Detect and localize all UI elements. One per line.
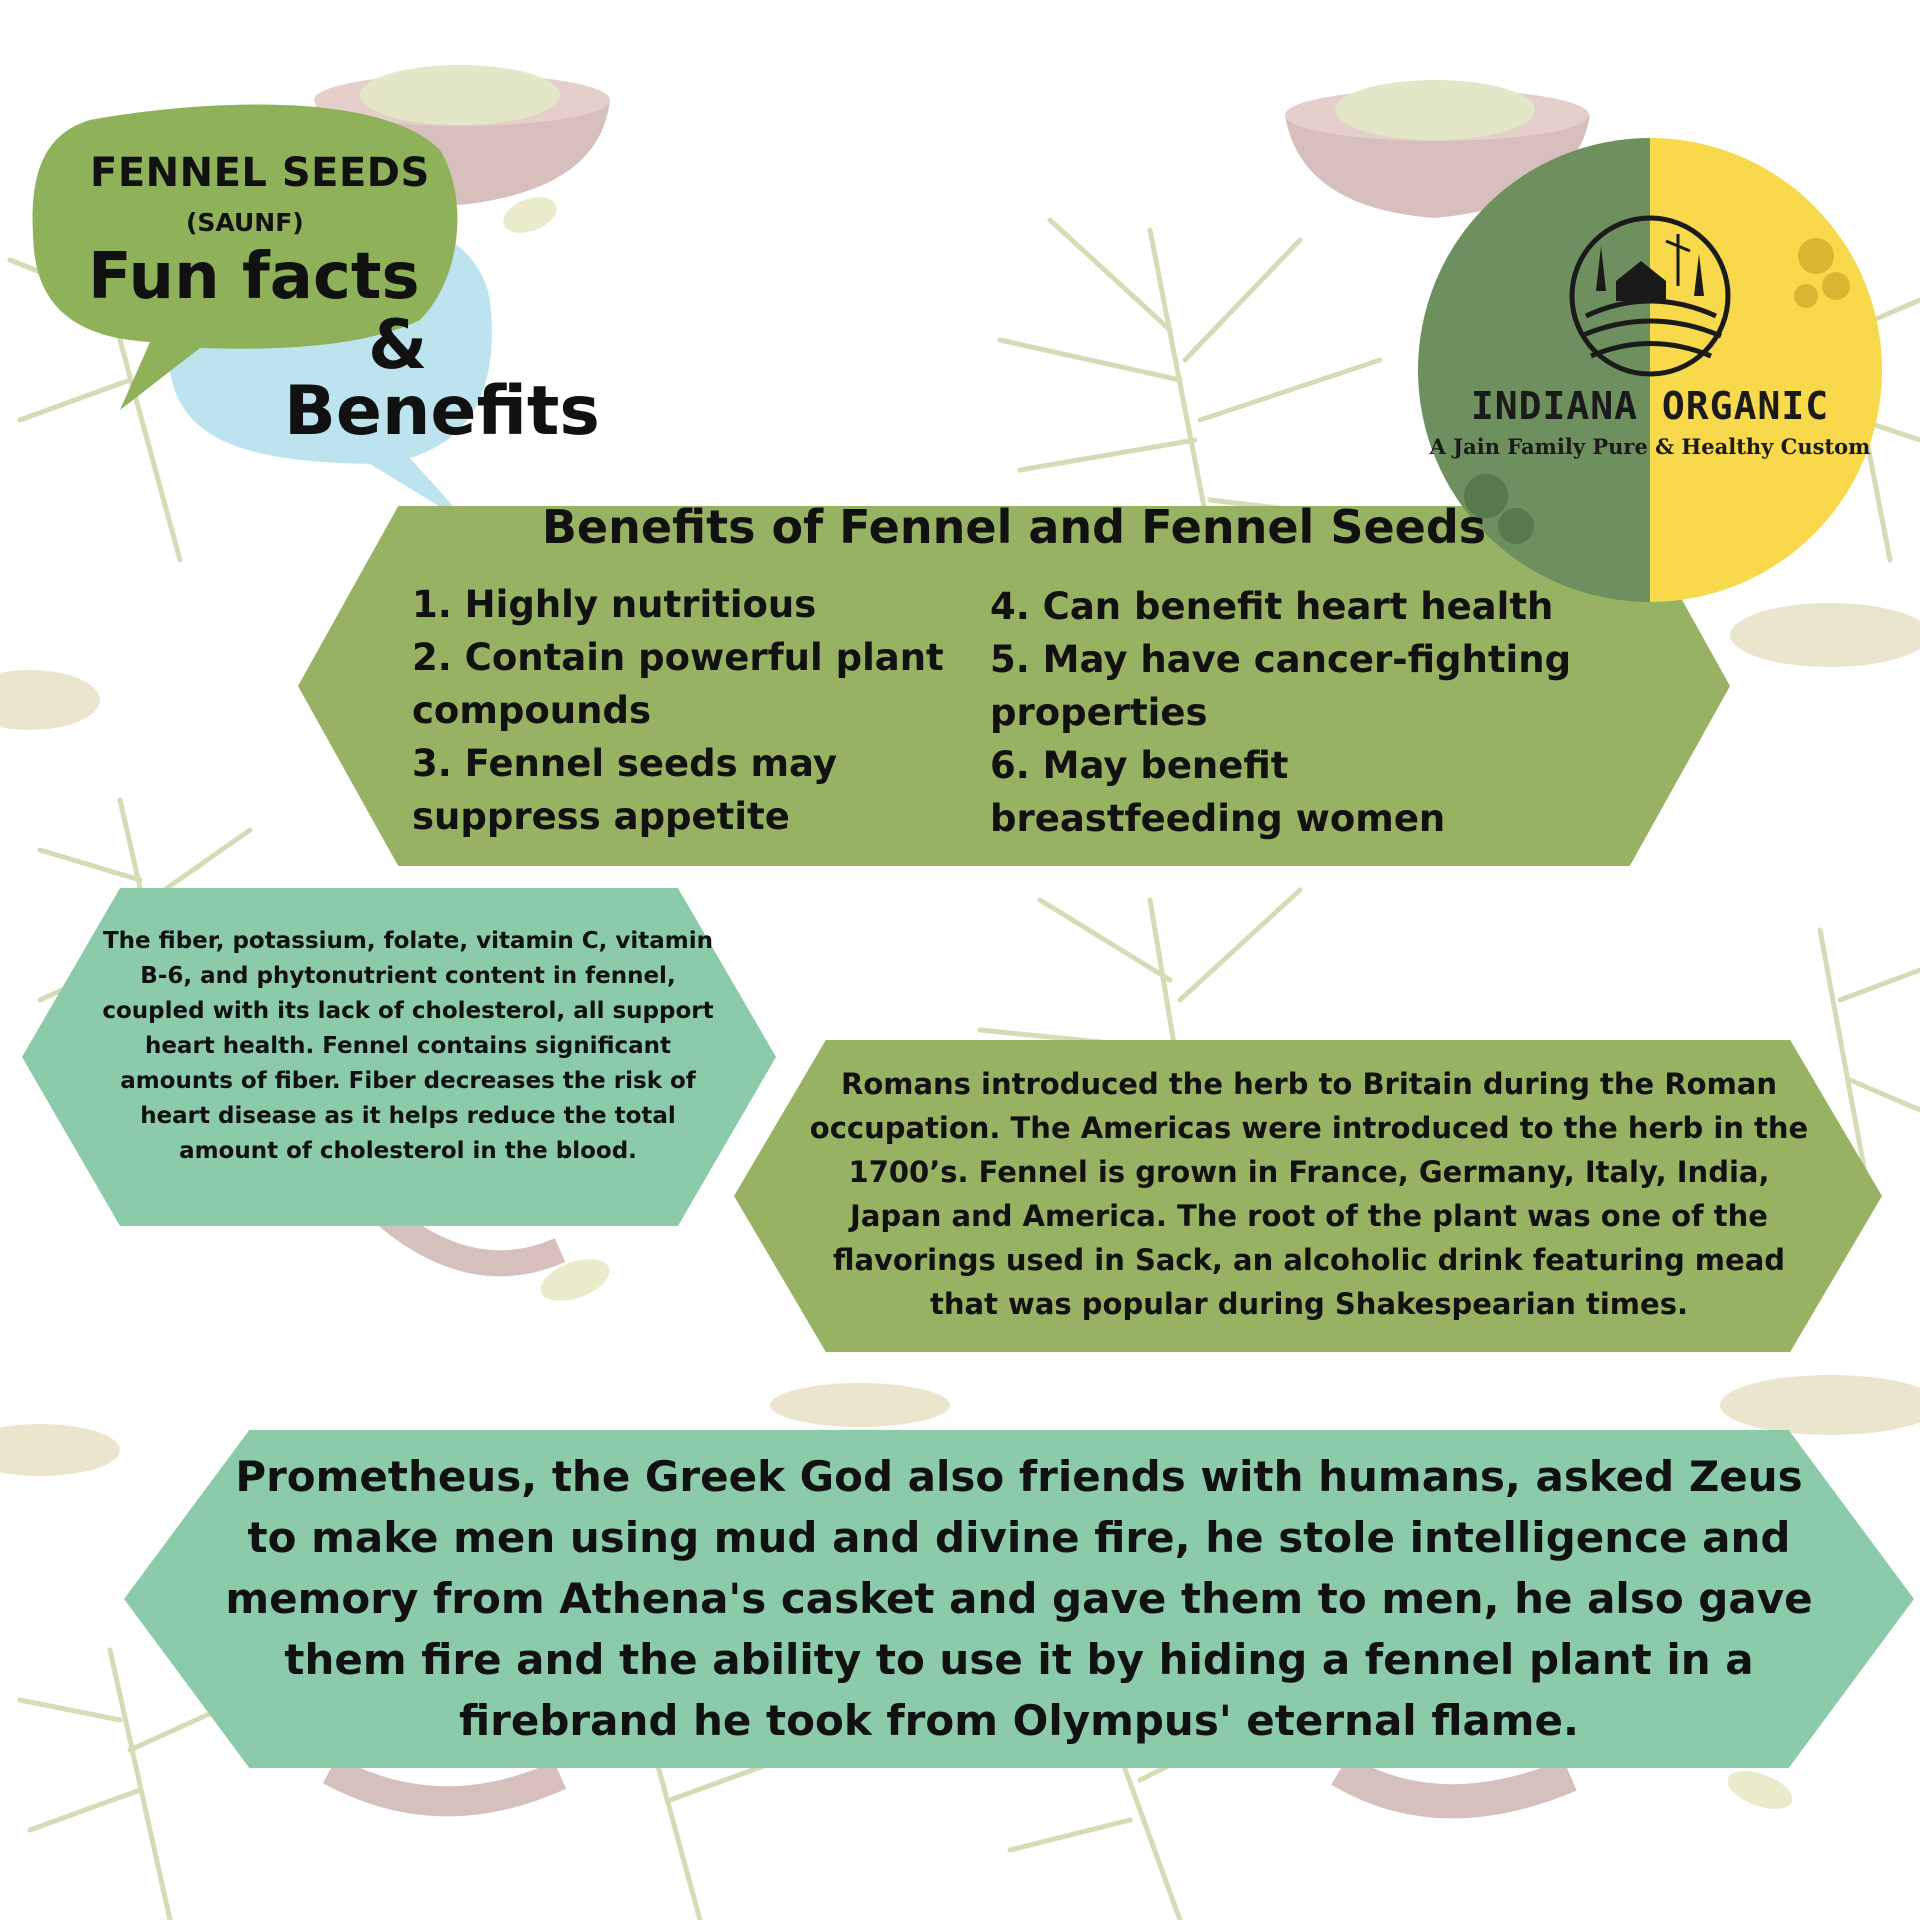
heart-health-text: The fiber, potassium, folate, vitamin C, vitamin B-6, and phytonutrient content in fennel, coupled with its lack of cholesterol, all support heart health. Fennel contains significant amounts of fiber. Fiber decreases the risk of heart disease as it helps reduce the total amount of cholesterol in the blood. (102, 928, 714, 1164)
title-saunf: (SAUNF) (186, 208, 304, 237)
title-fennel-seeds: FENNEL SEEDS (90, 150, 430, 196)
list-item: 4. Can benefit heart health (990, 585, 1554, 628)
list-item: 1. Highly nutritious (412, 583, 817, 626)
list-item: 3. Fennel seeds may suppress appetite (412, 742, 837, 838)
benefits-list-right (990, 580, 1590, 845)
list-item: 5. May have cancer-fighting properties (990, 638, 1572, 734)
benefits-list-left (412, 578, 992, 843)
title-ampersand: & (368, 306, 428, 385)
title-fun-facts: Fun facts (88, 240, 420, 314)
seed-pile-icon (0, 670, 100, 730)
seed-pile-icon (0, 1424, 120, 1476)
logo-tagline: A Jain Family Pure & Healthy Custom (1429, 434, 1871, 459)
myth-text: Prometheus, the Greek God also friends with humans, asked Zeus to make men using mud and divine fire, he stole intelligence and memory from Athena's casket and gave them to men, he also gave them fire and the ability to use it by hiding a fennel plant in a firebrand he took from Olympus' eternal flame. (225, 1452, 1813, 1745)
seed-pile-icon (770, 1383, 950, 1427)
title-benefits: Benefits (284, 372, 600, 451)
seed-pile-icon (1730, 603, 1920, 667)
seed-pile-icon (1720, 1375, 1920, 1435)
list-item: 2. Contain powerful plant compounds (412, 636, 944, 732)
history-text: Romans introduced the herb to Britain during the Roman occupation. The Americas were introduced to the herb in the 1700’s. Fennel is grown in France, Germany, Italy, India, Japan and America. The root of the plant was one of the flavorings used in Sack, an alcoholic drink featuring mead that was popular during Shakespearian times. (809, 1067, 1809, 1321)
logo-brand-name: INDIANA ORGANIC (1470, 384, 1830, 428)
list-item: 6. May benefit breastfeeding women (990, 744, 1446, 840)
benefits-title: Benefits of Fennel and Fennel Seeds (541, 500, 1487, 554)
